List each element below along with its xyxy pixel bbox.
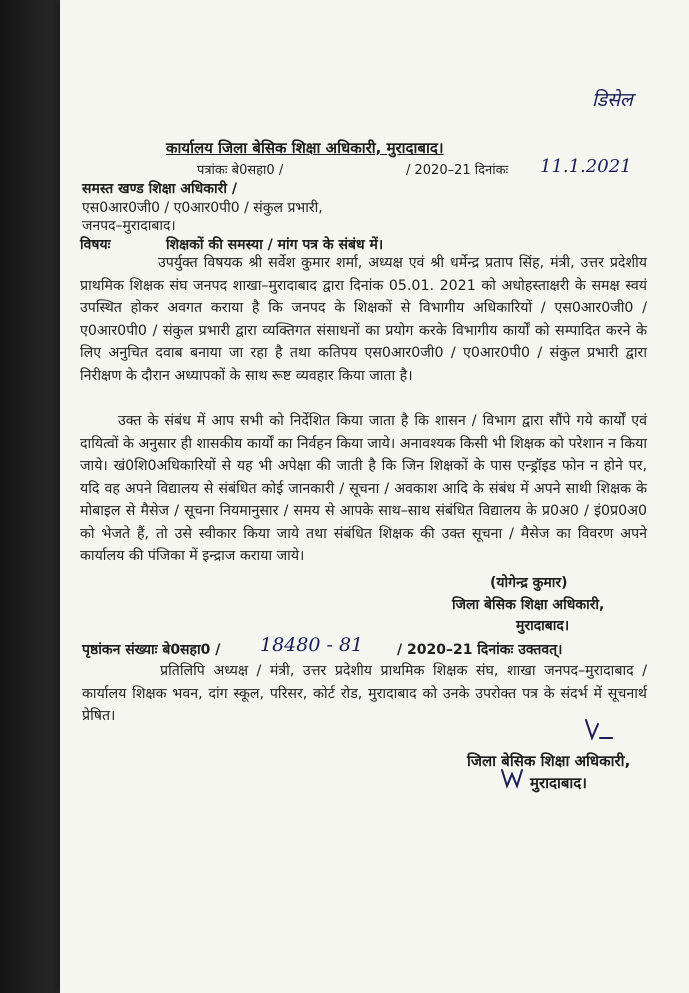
office-heading: कार्यालय जिला बेसिक शिक्षा अधिकारी, मुरादाबाद। bbox=[166, 139, 444, 157]
addressee-line-2: एस0आर0जी0 / ए0आर0पी0 / संकुल प्रभारी, bbox=[82, 200, 323, 216]
endorsement-year-date: / 2020–21 दिनांकः उक्तवत्। bbox=[397, 642, 563, 658]
endorsement-copy-text bbox=[82, 660, 647, 728]
endorsement-label: पृष्ठांकन संख्याः बे0सहा0 / bbox=[82, 642, 221, 658]
signatory-place: मुरादाबाद। bbox=[516, 618, 570, 634]
ref-number-label: पत्रांकः बे0सहा0 / bbox=[197, 163, 284, 178]
subject-text: शिक्षकों की समस्या / मांग पत्र के संबंध में। bbox=[166, 237, 384, 253]
signatory-designation: जिला बेसिक शिक्षा अधिकारी, bbox=[452, 597, 605, 613]
handwritten-endorsement-number: 18480 - 81 bbox=[260, 634, 364, 656]
body-paragraph-1 bbox=[80, 252, 647, 387]
endorsement-text: प्रतिलिपि अध्यक्ष / मंत्री, उत्तर प्रदेशीय प्राथमिक शिक्षक संघ, शाखा जनपद–मुरादाबाद / कार्यालय शिक्षक भवन, दांग स्कूल, परिसर, कोर्ट रोड, मुरादाबाद को उनके उपरोक्त पत्र के संदर्भ में सूचनार्थ प्रेषित। bbox=[82, 663, 647, 724]
ref-year-date-label: / 2020–21 दिनांकः bbox=[406, 163, 509, 178]
signatory-name: (योगेन्द्र कुमार) bbox=[490, 575, 568, 591]
dark-background bbox=[0, 0, 62, 993]
body-paragraph-2 bbox=[80, 410, 647, 568]
paragraph-1-text: उपर्युक्त विषयक श्री सर्वेश कुमार शर्मा, अध्यक्ष एवं श्री धर्मेन्द्र प्रताप सिंह, मंत्री, उत्तर प्रदेशीय प्राथमिक शिक्षक संघ जनपद शाखा–मुरादाबाद द्वारा दिनांक 05.01. 2021 को अधोहस्ताक्षरी के समक्ष स्वयं उपस्थित होकर अवगत कराया है कि जनपद के शिक्षकों से विभागीय अधिकारियों / एस0आर0जी0 / ए0आर0पी0 / संकुल प्रभारी द्वारा व्यक्तिगत संसाधनों का प्रयोग करके विभागीय कार्यों को सम्पादित करने के लिए अनुचित दवाब बनाया जा रहा है तथा कतिपय एस0आर0जी0 / ए0आर0पी0 / संकुल प्रभारी द्वारा निरीक्षण के दौरान अध्यापकों के साथ रूष्ट व्यवहार किया जाता है। bbox=[80, 255, 647, 384]
final-place: मुरादाबाद। bbox=[530, 774, 587, 792]
addressee-line-3: जनपद–मुरादाबाद। bbox=[82, 218, 176, 234]
handwritten-date: 11.1.2021 bbox=[540, 156, 632, 177]
final-designation: जिला बेसिक शिक्षा अधिकारी, bbox=[467, 752, 631, 770]
handwritten-initials bbox=[580, 716, 616, 746]
subject-label: विषयः bbox=[80, 237, 111, 253]
paragraph-2-text: उक्त के संबंध में आप सभी को निर्देशित किया जाता है कि शासन / विभाग द्वारा सौंपे गये कार्यों एवं दायित्वों के अनुसार ही शासकीय कार्यों का निर्वहन किया जाये। अनावश्यक किसी भी शिक्षक को परेशान न किया जाये। खं0शि0अधिकारियों से यह भी अपेक्षा की जाती है कि जिन शिक्षकों के पास एन्ड्रॉइड फोन न होने पर, यदि वह अपने विद्यालय से संबंधित कोई जानकारी / सूचना / अवकाश आदि के संबंध में अपने साथी शिक्षक के मोबाइल से मैसेज / सूचना नियमानुसार / समय से आपके साथ–साथ संबंधित विद्यालय के प्र0अ0 / इं0प्र0अ0 को भेजते हैं, तो उसे स्वीकार किया जाये तथा संबंधित शिक्षक की उक्त सूचना / मैसेज का विवरण अपने कार्यालय की पंजिका में इन्द्राज कराया जाये। bbox=[80, 413, 647, 564]
addressee-line-1: समस्त खण्ड शिक्षा अधिकारी / bbox=[82, 181, 237, 197]
handwritten-corner-note: डिसेल bbox=[592, 89, 633, 111]
